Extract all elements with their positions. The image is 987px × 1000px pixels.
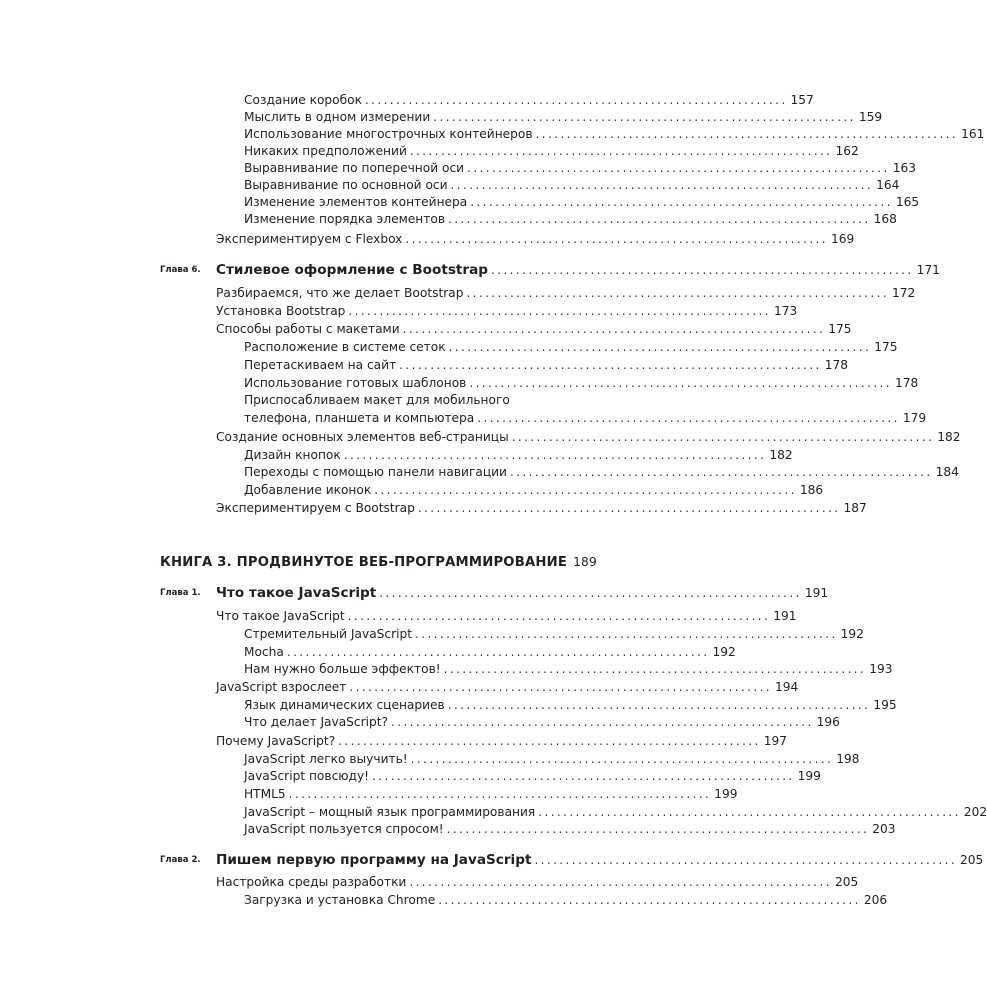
toc-entry: JavaScript взрослеет .................................................................... 194 (216, 680, 799, 694)
entry-page: 178 (824, 358, 849, 372)
toc-entry: Нам нужно больше эффектов! .................................................................... 193 (244, 662, 893, 676)
toc-entry: JavaScript – мощный язык программирования .................................................................... 202 (244, 805, 987, 819)
entry-page: 195 (873, 698, 897, 712)
entry-title: Изменение порядка элементов (244, 212, 446, 226)
toc-entry: Мыслить в одном измерении .................................................................... 159 (244, 110, 883, 124)
toc-entry: Создание коробок .................................................................... 157 (244, 93, 814, 107)
entry-title: Настройка среды разработки (216, 875, 407, 889)
toc-entry: Выравнивание по основной оси .................................................................... 164 (244, 178, 900, 192)
entry-title: Стремительный JavaScript (244, 627, 413, 641)
chapter-title: Стилевое оформление с Bootstrap (216, 262, 489, 278)
chapter-page: 205 (960, 853, 984, 867)
toc-entry: Изменение порядка элементов .................................................................... 168 (244, 212, 897, 226)
entry-title: Создание основных элементов веб-страницы (216, 430, 509, 444)
entry-page: 163 (892, 161, 916, 175)
entry-title: Что делает JavaScript? (244, 715, 389, 729)
entry-page: 165 (895, 195, 920, 209)
entry-title: Использование готовых шаблонов (244, 376, 467, 390)
toc-entry: Загрузка и установка Chrome .................................................................... 206 (244, 893, 888, 907)
entry-page: 168 (873, 212, 897, 226)
toc-entry: Экспериментируем с Flexbox .................................................................... 169 (216, 232, 855, 246)
toc-entry: Установка Bootstrap .................................................................... 173 (216, 304, 798, 318)
chapter-page: 171 (916, 263, 940, 277)
toc-entry: Выравнивание по поперечной оси .................................................................... 163 (244, 161, 916, 175)
toc-entry: Настройка среды разработки .................................................................... 205 (216, 875, 859, 889)
entry-title: JavaScript взрослеет (216, 680, 347, 694)
entry-title: Дизайн кнопок (244, 448, 341, 462)
entry-title: Способы работы с макетами (216, 322, 400, 336)
toc-entry: Дизайн кнопок .................................................................... 182 (244, 448, 793, 462)
entry-page: 164 (876, 178, 900, 192)
entry-page: 184 (935, 465, 959, 479)
toc-entry: JavaScript пользуется спросом! .................................................................... 203 (244, 822, 896, 836)
chapter-label: Глава 6. (160, 265, 201, 275)
toc-entry: JavaScript повсюду! .................................................................... 199 (244, 769, 821, 783)
entry-page: 182 (769, 448, 793, 462)
entry-page: 175 (828, 322, 852, 336)
entry-page: 202 (963, 805, 987, 819)
chapter-label: Глава 2. (160, 855, 201, 865)
book-heading (0, 553, 681, 571)
entry-page: 199 (797, 769, 821, 783)
toc-entry: Изменение элементов контейнера .................................................................... 165 (244, 195, 920, 209)
entry-title: JavaScript повсюду! (244, 769, 370, 783)
chapter-title: Пишем первую программу на JavaScript (216, 852, 532, 868)
book-page: 189 (573, 555, 597, 569)
entry-page: 203 (872, 822, 896, 836)
entry-page: 194 (775, 680, 799, 694)
entry-title: JavaScript легко выучить! (244, 752, 408, 766)
toc-entry: Добавление иконок .................................................................... 186 (244, 483, 824, 497)
entry-page: 178 (894, 376, 919, 390)
entry-title: Добавление иконок (244, 483, 372, 497)
toc-entry: Никаких предположений .................................................................... 162 (244, 144, 859, 158)
entry-title: HTML5 (244, 787, 286, 801)
toc-entry: Что такое JavaScript .................................................................... 191 (216, 609, 797, 623)
entry-page: 197 (763, 734, 788, 748)
toc-entry: Что делает JavaScript? .................................................................... 196 (244, 715, 840, 729)
entry-title: телефона, планшета и компьютера (244, 411, 475, 425)
entry-title: Нам нужно больше эффектов! (244, 662, 441, 676)
entry-title: Создание коробок (244, 93, 362, 107)
entry-page: 199 (714, 787, 738, 801)
toc-entry: Расположение в системе сеток .................................................................... 175 (244, 340, 898, 354)
entry-title: Выравнивание по поперечной оси (244, 161, 465, 175)
toc-entry: Стремительный JavaScript .................................................................... 192 (244, 627, 864, 641)
chapter-page: 191 (804, 586, 829, 600)
toc-entry: Использование готовых шаблонов .................................................................... 178 (244, 376, 919, 390)
entry-page: 205 (834, 875, 859, 889)
entry-title: Экспериментируем с Flexbox (216, 232, 403, 246)
toc-entry-wrapped-line (0, 391, 681, 409)
entry-page: 161 (961, 127, 985, 141)
toc-entry: Почему JavaScript? .................................................................... 197 (216, 734, 788, 748)
entry-title-line1: Приспосабливаем макет для мобильного (244, 393, 510, 407)
entry-title: Почему JavaScript? (216, 734, 336, 748)
entry-page: 192 (840, 627, 864, 641)
entry-title: Использование многострочных контейнеров (244, 127, 533, 141)
toc-entry: Способы работы с макетами .................................................................... 175 (216, 322, 852, 336)
entry-page: 196 (816, 715, 840, 729)
entry-page: 169 (830, 232, 855, 246)
entry-title: JavaScript пользуется спросом! (244, 822, 444, 836)
entry-page: 182 (937, 430, 961, 444)
entry-page: 206 (863, 893, 888, 907)
entry-title: Расположение в системе сеток (244, 340, 446, 354)
toc-entry: HTML5 .................................................................... 199 (244, 787, 738, 801)
entry-title: Никаких предположений (244, 144, 407, 158)
entry-title: Экспериментируем с Bootstrap (216, 501, 415, 515)
chapter-title: Что такое JavaScript (216, 585, 377, 601)
toc-entry: Перетаскиваем на сайт .................................................................... 178 (244, 358, 849, 372)
entry-page: 193 (869, 662, 893, 676)
toc-entry: Экспериментируем с Bootstrap .................................................................... 187 (216, 501, 867, 515)
entry-page: 186 (799, 483, 824, 497)
entry-page: 162 (835, 144, 859, 158)
toc-entry: телефона, планшета и компьютера .................................................................... 179 (244, 411, 927, 425)
book-title: КНИГА 3. ПРОДВИНУТОЕ ВЕБ-ПРОГРАММИРОВАНИЕ (160, 555, 568, 570)
entry-title: Мыслить в одном измерении (244, 110, 431, 124)
toc-entry: Mocha .................................................................... 192 (244, 645, 736, 659)
entry-title: Переходы с помощью панели навигации (244, 465, 507, 479)
entry-title: Язык динамических сценариев (244, 698, 445, 712)
entry-title: Перетаскиваем на сайт (244, 358, 397, 372)
entry-page: 173 (774, 304, 798, 318)
entry-title: Установка Bootstrap (216, 304, 346, 318)
entry-title: Разбираемся, что же делает Bootstrap (216, 286, 464, 300)
entry-page: 179 (902, 411, 927, 425)
toc-entry: Использование многострочных контейнеров .................................................................... 161 (244, 127, 985, 141)
entry-page: 198 (836, 752, 860, 766)
chapter-label: Глава 1. (160, 588, 201, 598)
entry-title: Что такое JavaScript (216, 609, 345, 623)
entry-page: 192 (712, 645, 736, 659)
toc-entry: JavaScript легко выучить! .................................................................... 198 (244, 752, 860, 766)
toc-entry: Разбираемся, что же делает Bootstrap .................................................................... 172 (216, 286, 916, 300)
toc-entry: Переходы с помощью панели навигации .................................................................... 184 (244, 465, 959, 479)
entry-title: Mocha (244, 645, 284, 659)
entry-page: 157 (790, 93, 814, 107)
entry-page: 187 (843, 501, 867, 515)
entry-page: 175 (874, 340, 898, 354)
entry-page: 172 (892, 286, 916, 300)
entry-title: Изменение элементов контейнера (244, 195, 468, 209)
toc-entry: Язык динамических сценариев .................................................................... 195 (244, 698, 897, 712)
entry-title: JavaScript – мощный язык программирования (244, 805, 536, 819)
entry-page: 159 (858, 110, 883, 124)
toc-entry: Создание основных элементов веб-страницы .................................................................... 182 (216, 430, 961, 444)
entry-page: 191 (773, 609, 797, 623)
entry-title: Выравнивание по основной оси (244, 178, 448, 192)
chapter-heading: Глава 1. Что такое JavaScript .................................................................... 191 (160, 585, 829, 601)
chapter-heading: Глава 2. Пишем первую программу на JavaScript .................................................................... 205 (160, 852, 984, 868)
entry-title: Загрузка и установка Chrome (244, 893, 436, 907)
chapter-heading: Глава 6. Стилевое оформление с Bootstrap .................................................................... 171 (160, 262, 940, 278)
